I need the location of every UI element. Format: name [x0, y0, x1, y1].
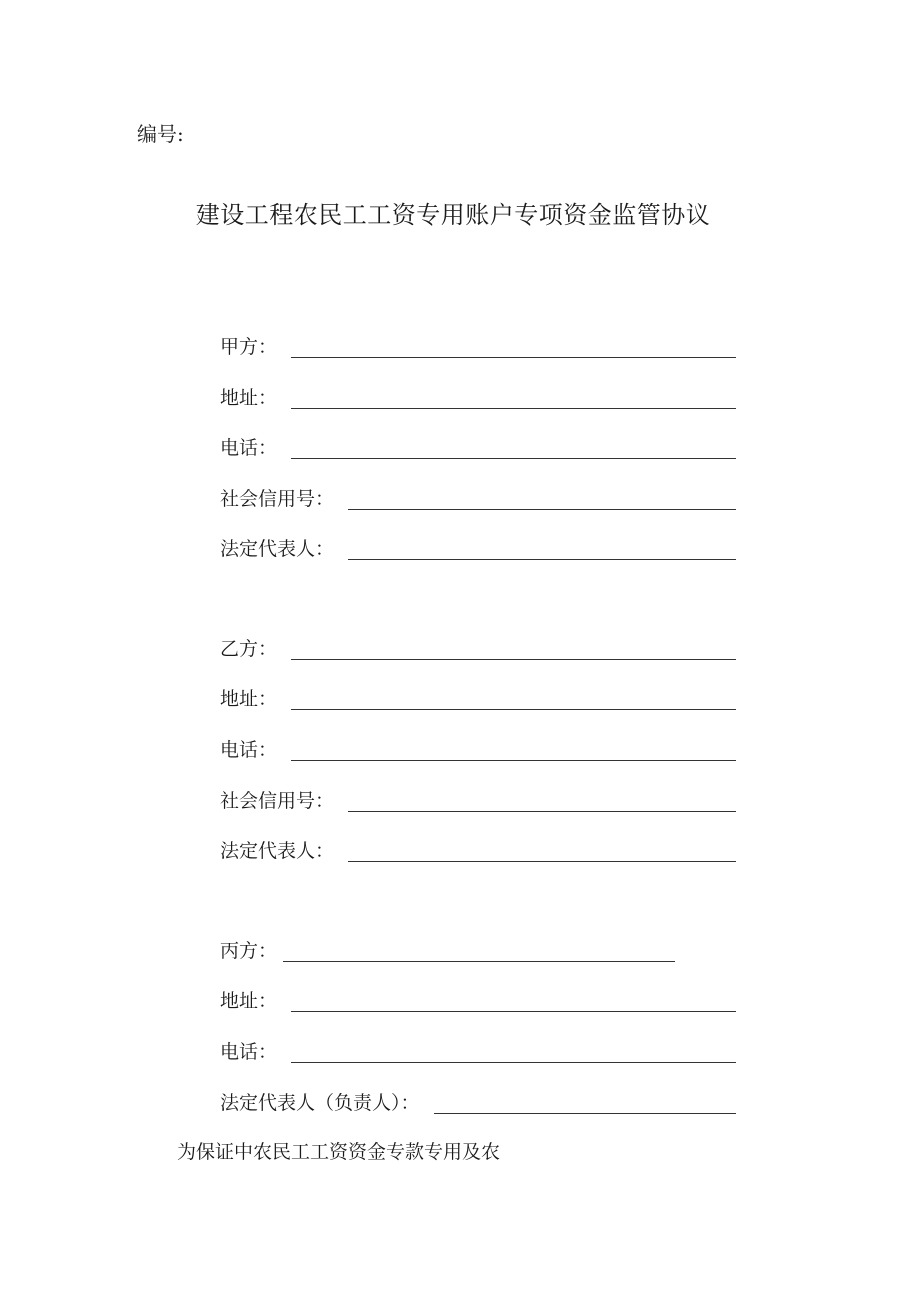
party-b-address-blank[interactable]: [291, 709, 736, 710]
party-b-legal-rep-row: [220, 834, 736, 864]
party-a-phone-label: 电话：: [220, 437, 278, 459]
party-c-phone-label: 电话：: [220, 1041, 278, 1063]
party-a-blank[interactable]: [291, 357, 736, 358]
party-a-address-row: [220, 381, 736, 411]
party-b-legal-rep-label: 法定代表人：: [220, 840, 335, 862]
party-a-phone-blank[interactable]: [291, 458, 736, 459]
party-b-credit-label: 社会信用号：: [220, 790, 335, 812]
party-a-credit-label: 社会信用号：: [220, 488, 335, 510]
party-c-address-blank[interactable]: [291, 1011, 736, 1012]
party-b-credit-blank[interactable]: [348, 811, 736, 812]
agreement-intro-text: 为保证中农民工工资资金专款专用及农: [177, 1141, 501, 1163]
party-a-legal-rep-label: 法定代表人：: [220, 538, 335, 560]
party-b-row: [220, 632, 736, 662]
party-a-row: [220, 330, 736, 360]
party-a-legal-rep-blank[interactable]: [348, 559, 736, 560]
party-c-phone-blank[interactable]: [291, 1062, 736, 1063]
party-a-legal-rep-row: [220, 532, 736, 562]
party-c-label: 丙方：: [220, 940, 278, 962]
party-b-address-label: 地址：: [220, 688, 278, 710]
party-b-address-row: [220, 682, 736, 712]
party-c-legal-rep-blank[interactable]: [434, 1113, 736, 1114]
party-b-phone-row: [220, 733, 736, 763]
party-b-label: 乙方：: [220, 638, 278, 660]
party-b-phone-blank[interactable]: [291, 760, 736, 761]
document-title: 建设工程农民工工资专用账户专项资金监管协议: [195, 201, 711, 229]
party-a-address-label: 地址：: [220, 387, 278, 409]
party-c-phone-row: [220, 1035, 736, 1065]
party-a-credit-blank[interactable]: [348, 509, 736, 510]
party-a-label: 甲方：: [220, 336, 278, 358]
document-number-label: 编号:: [137, 122, 184, 146]
party-b-blank[interactable]: [291, 659, 736, 660]
party-c-address-label: 地址：: [220, 990, 278, 1012]
party-b-credit-row: [220, 784, 736, 814]
party-c-legal-rep-row: [220, 1086, 736, 1116]
party-a-phone-row: [220, 431, 736, 461]
party-b-phone-label: 电话：: [220, 739, 278, 761]
party-c-row: [220, 934, 736, 964]
party-b-legal-rep-blank[interactable]: [348, 861, 736, 862]
party-c-blank[interactable]: [283, 961, 675, 962]
party-a-credit-row: [220, 482, 736, 512]
party-c-legal-rep-label: 法定代表人（负责人）：: [220, 1092, 420, 1114]
party-a-address-blank[interactable]: [291, 408, 736, 409]
party-c-address-row: [220, 984, 736, 1014]
